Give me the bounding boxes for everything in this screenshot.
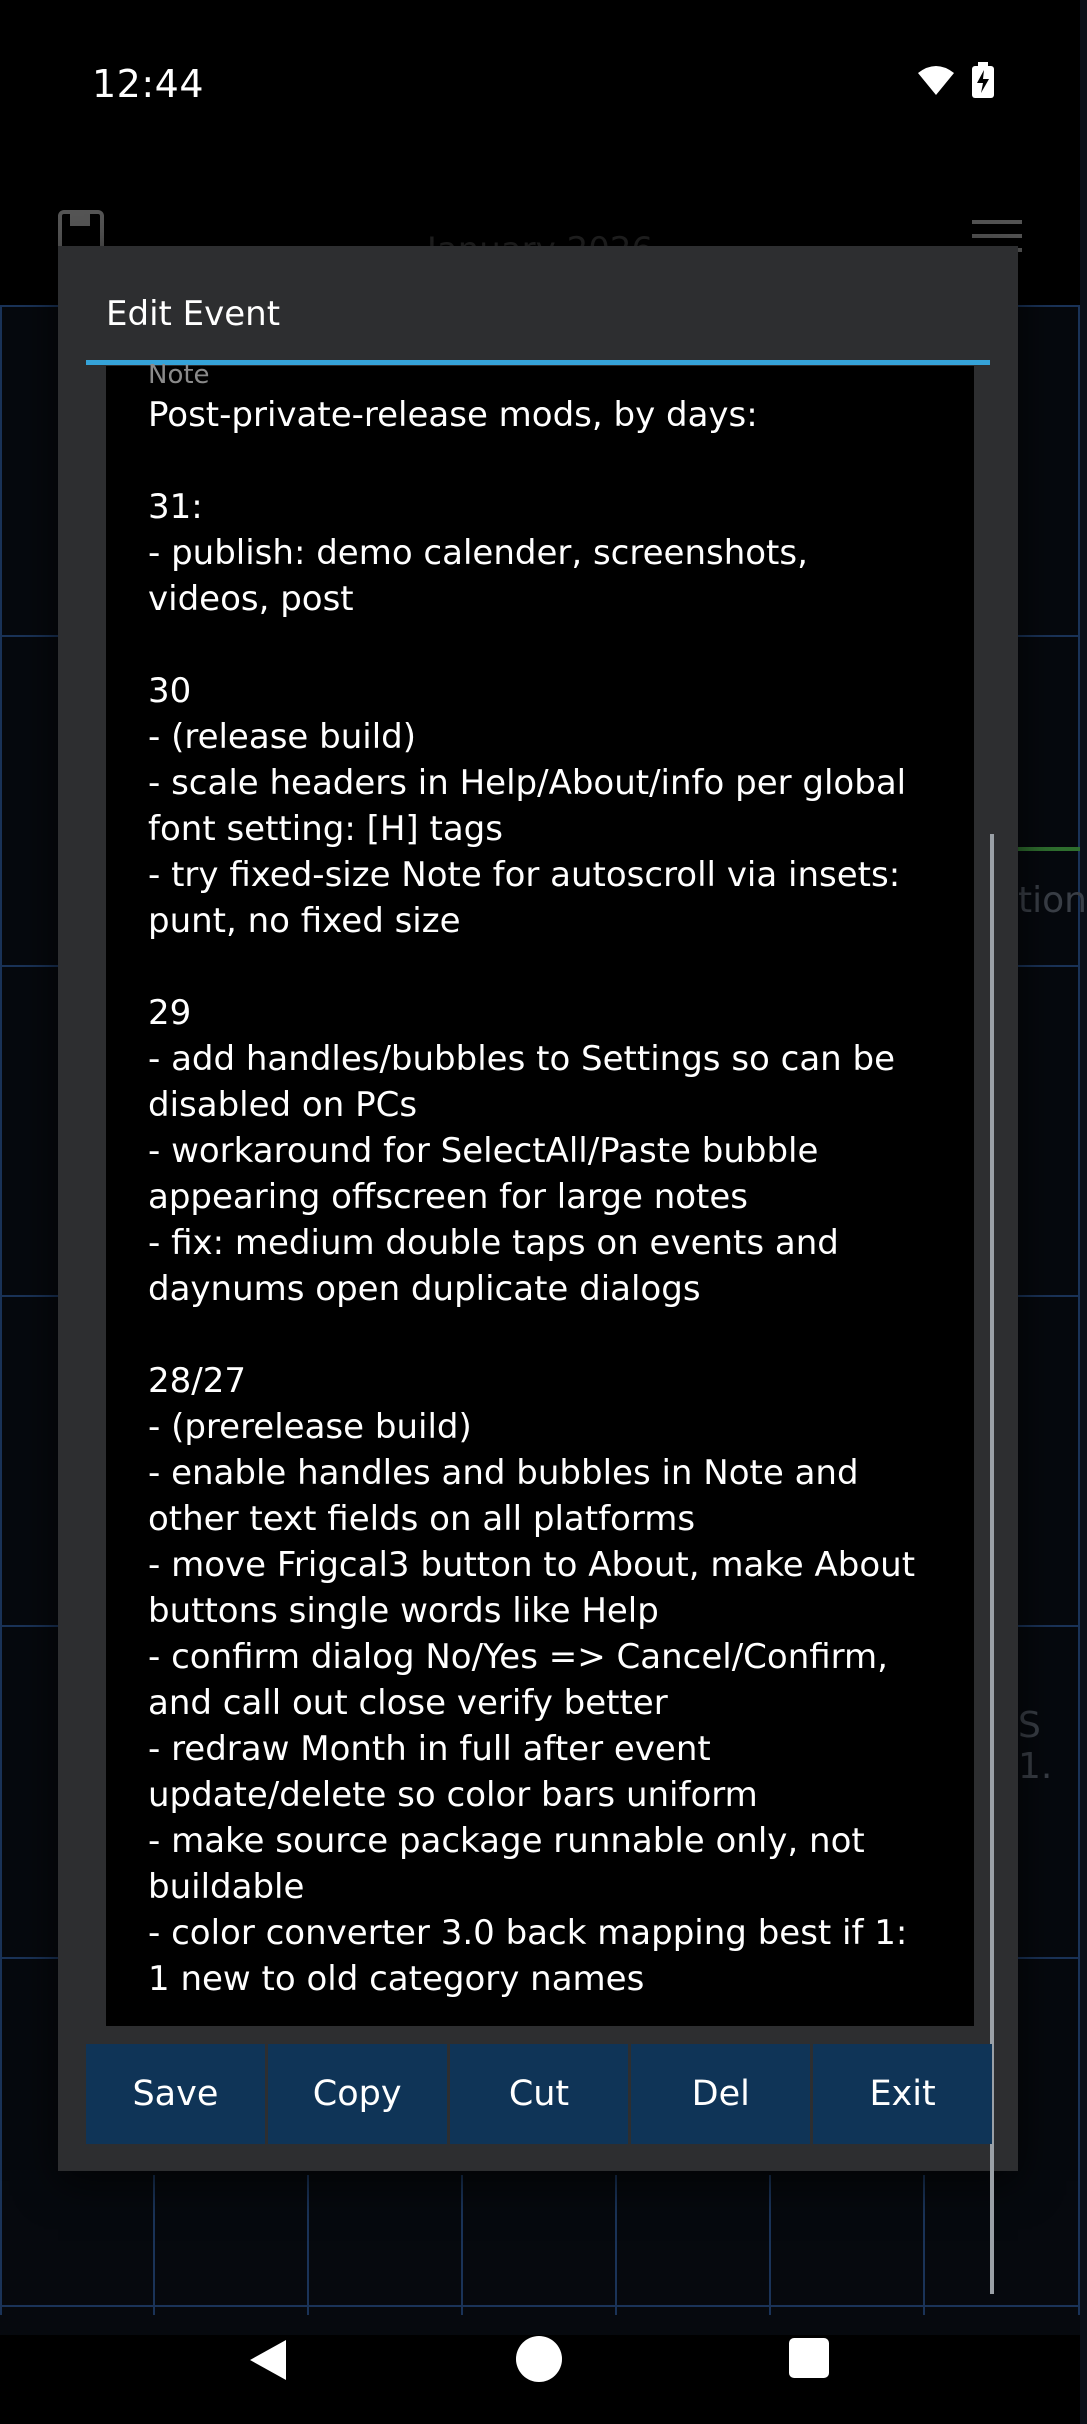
- grid-line: [615, 2175, 617, 2315]
- ghost-text: S 1.: [1018, 1705, 1053, 1787]
- status-bar: [0, 0, 1080, 175]
- grid-line: [923, 2175, 925, 2315]
- grid-line: [0, 2305, 1080, 2307]
- grid-line: [307, 2175, 309, 2315]
- grid-line: [153, 2175, 155, 2315]
- back-icon[interactable]: [246, 2338, 290, 2386]
- grid-line: [0, 305, 2, 2315]
- recents-icon[interactable]: [789, 2338, 829, 2378]
- save-button[interactable]: Save: [86, 2044, 265, 2144]
- battery-charging-icon: [972, 62, 994, 102]
- note-text[interactable]: Post-private-release mods, by days: 31: - publish: demo calender, screenshots, videos, post 30 - (release build) - scale headers in Help/About/info per global font setting: [H] tags - try fixed-size Note for autoscroll via insets: punt, no fixed size 29 - add handles/bubbles to Settings so can be disabled on PCs - workaround for SelectAll/Paste bubble appearing offscreen for large notes - fix: medium double taps on events and daynums open duplicate dialogs 28/27 - (prerelease build) - enable handles and bubbles in Note and other text fields on all platforms - move Frigcal3 button to About, make About buttons single words like Help - confirm dialog No/Yes => Cancel/Confirm, and call out close verify better - redraw Month in full after event update/delete so color bars uniform - make source package runnable only, not buildable - color converter 3.0 back mapping best if 1: 1 new to old category names: [148, 395, 916, 1999]
- home-icon[interactable]: [516, 2336, 562, 2382]
- delete-button[interactable]: Del: [631, 2044, 810, 2144]
- cut-button[interactable]: Cut: [450, 2044, 629, 2144]
- status-icons: [916, 62, 994, 102]
- event-color-bar: [1018, 847, 1080, 851]
- copy-button[interactable]: Copy: [268, 2044, 447, 2144]
- exit-button[interactable]: Exit: [813, 2044, 992, 2144]
- dialog-button-row: [86, 2044, 992, 2144]
- title-underline: [86, 360, 990, 365]
- note-text-area[interactable]: [106, 360, 974, 2026]
- ghost-text: tion: [1018, 880, 1087, 921]
- grid-line: [1078, 305, 1080, 2315]
- edit-event-dialog: [58, 246, 1018, 2171]
- status-time: 12:44: [92, 62, 205, 106]
- dialog-title: Edit Event: [106, 294, 281, 334]
- grid-line: [769, 2175, 771, 2315]
- grid-line: [461, 2175, 463, 2315]
- note-label: Note: [148, 360, 210, 390]
- wifi-icon: [916, 63, 956, 101]
